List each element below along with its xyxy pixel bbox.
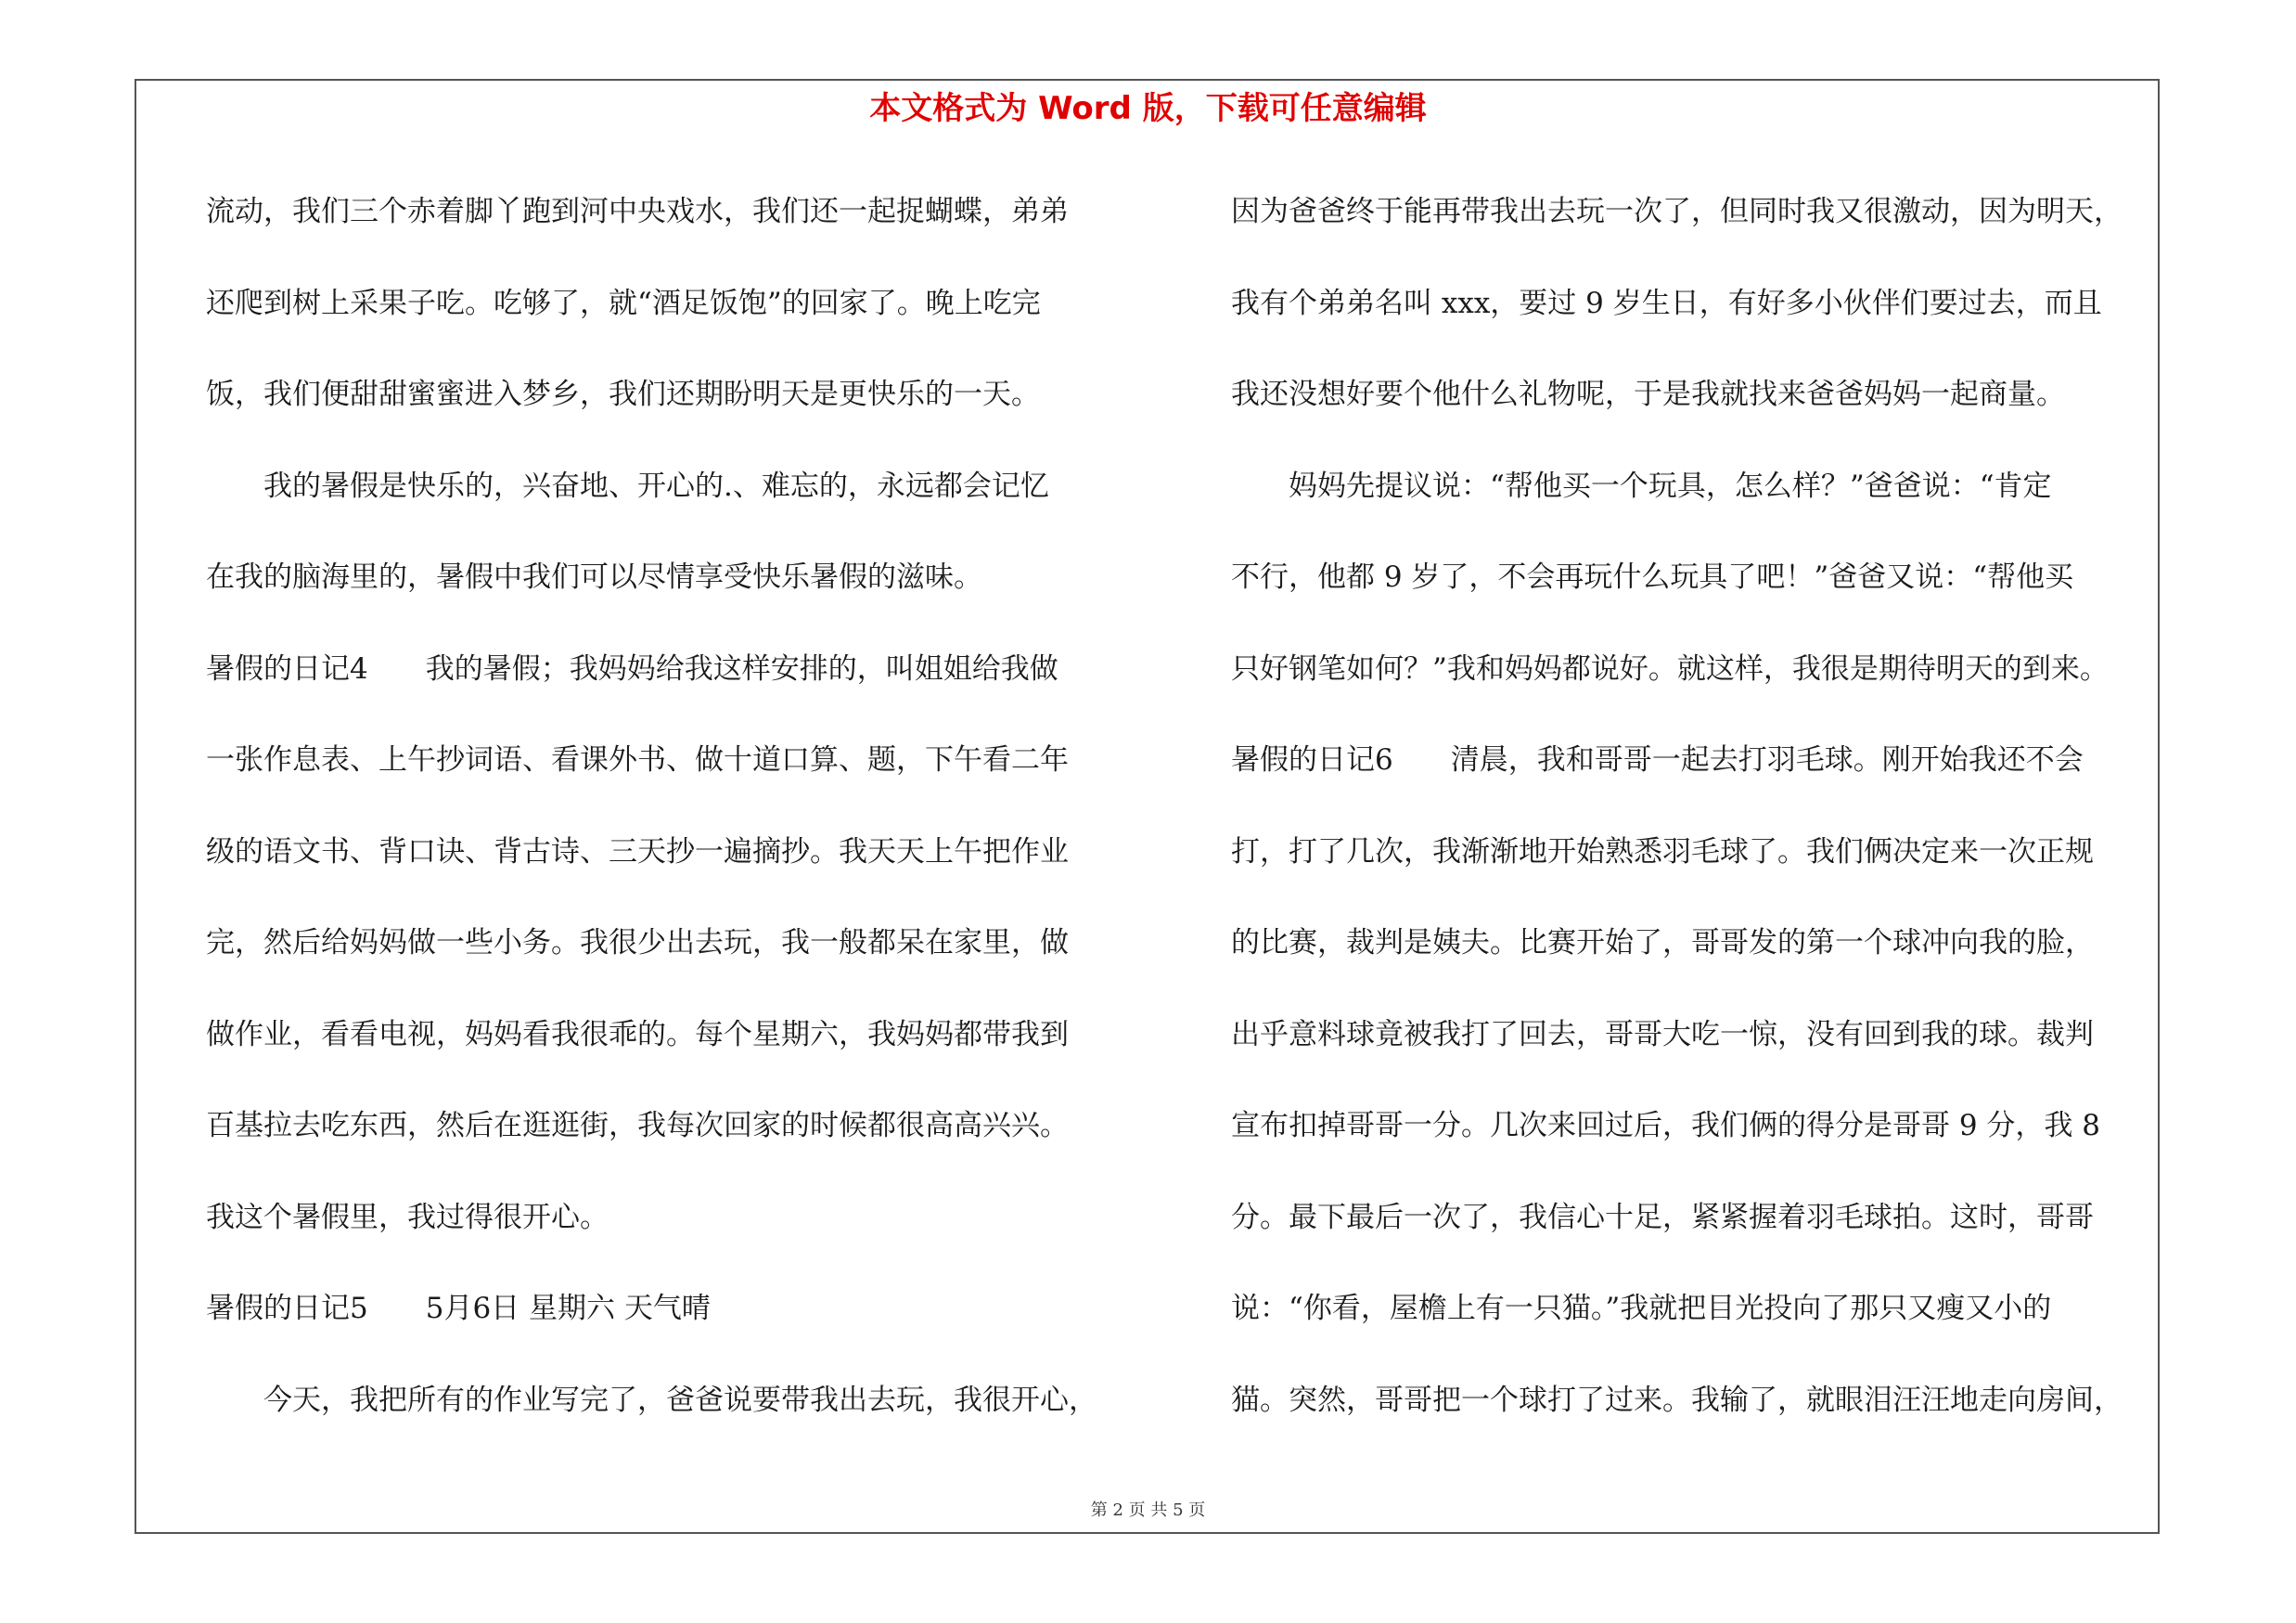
text-line: 流动，我们三个赤着脚丫跑到河中央戏水，我们还一起捉蝴蝶，弟弟 bbox=[206, 195, 1069, 228]
text-line: 百基拉去吃东西，然后在逛逛街，我每次回家的时候都很高高兴兴。 bbox=[206, 1109, 1069, 1142]
text-line: 完，然后给妈妈做一些小务。我很少出去玩，我一般都呆在家里，做 bbox=[206, 926, 1069, 960]
text-line: 我的暑假是快乐的，兴奋地、开心的.、难忘的，永远都会记忆 bbox=[206, 469, 1049, 503]
text-line: 打，打了几次，我渐渐地开始熟悉羽毛球了。我们俩决定来一次正规 bbox=[1231, 834, 2094, 869]
text-line: 分。最下最后一次了，我信心十足，紧紧握着羽毛球拍。这时，哥哥 bbox=[1231, 1200, 2094, 1234]
text-line: 我还没想好要个他什么礼物呢，于是我就找来爸爸妈妈一起商量。 bbox=[1231, 378, 2065, 411]
text-line: 在我的脑海里的，暑假中我们可以尽情享受快乐暑假的滋味。 bbox=[206, 560, 982, 594]
text-line: 我有个弟弟名叫 xxx，要过 9 岁生日，有好多小伙伴们要过去，而且 bbox=[1231, 286, 2102, 320]
left-text-column bbox=[206, 184, 1143, 1463]
word-format-banner: 本文格式为 Word 版，下载可任意编辑 bbox=[869, 90, 1427, 127]
text-line: 饭，我们便甜甜蜜蜜进入梦乡，我们还期盼明天是更快乐的一天。 bbox=[206, 378, 1040, 411]
right-text-column bbox=[1231, 184, 2159, 1463]
diary-heading-line: 暑假的日记4 我的暑假；我妈妈给我这样安排的，叫姐姐给我做 bbox=[206, 651, 1058, 686]
text-line: 我这个暑假里，我过得很开心。 bbox=[206, 1200, 609, 1234]
text-line: 的比赛，裁判是姨夫。比赛开始了，哥哥发的第一个球冲向我的脸， bbox=[1231, 926, 2094, 960]
text-line: 级的语文书、背口诀、背古诗、三天抄一遍摘抄。我天天上午把作业 bbox=[206, 834, 1069, 869]
text-line: 说：“你看，屋檐上有一只猫。”我就把目光投向了那只又瘦又小的 bbox=[1231, 1292, 2052, 1325]
text-line: 猫。突然，哥哥把一个球打了过来。我输了，就眼泪汪汪地走向房间， bbox=[1231, 1383, 2123, 1417]
diary-heading-line: 暑假的日记6 清晨，我和哥哥一起去打羽毛球。刚开始我还不会 bbox=[1231, 743, 2084, 777]
diary-heading-line: 暑假的日记5 5月6日 星期六 天气晴 bbox=[206, 1292, 711, 1325]
text-line: 做作业，看看电视，妈妈看我很乖的。每个星期六，我妈妈都带我到 bbox=[206, 1017, 1069, 1051]
text-line: 不行，他都 9 岁了，不会再玩什么玩具了吧！”爸爸又说：“帮他买 bbox=[1231, 560, 2074, 594]
text-line: 只好钢笔如何？”我和妈妈都说好。就这样，我很是期待明天的到来。 bbox=[1231, 651, 2109, 686]
text-line: 因为爸爸终于能再带我出去玩一次了，但同时我又很激动，因为明天， bbox=[1231, 195, 2123, 228]
text-line: 还爬到树上采果子吃。吃够了，就“酒足饭饱”的回家了。晚上吃完 bbox=[206, 286, 1041, 320]
text-line: 今天，我把所有的作业写完了，爸爸说要带我出去玩，我很开心， bbox=[206, 1383, 1097, 1417]
text-line: 出乎意料球竟被我打了回去，哥哥大吃一惊，没有回到我的球。裁判 bbox=[1231, 1017, 2094, 1051]
page-number-footer: 第 2 页 共 5 页 bbox=[1090, 1501, 1206, 1520]
text-line: 一张作息表、上午抄词语、看课外书、做十道口算、题，下午看二年 bbox=[206, 743, 1069, 777]
text-line: 妈妈先提议说：“帮他买一个玩具，怎么样？”爸爸说：“肯定 bbox=[1231, 469, 2052, 503]
text-line: 宣布扣掉哥哥一分。几次来回过后，我们俩的得分是哥哥 9 分，我 8 bbox=[1231, 1109, 2101, 1142]
